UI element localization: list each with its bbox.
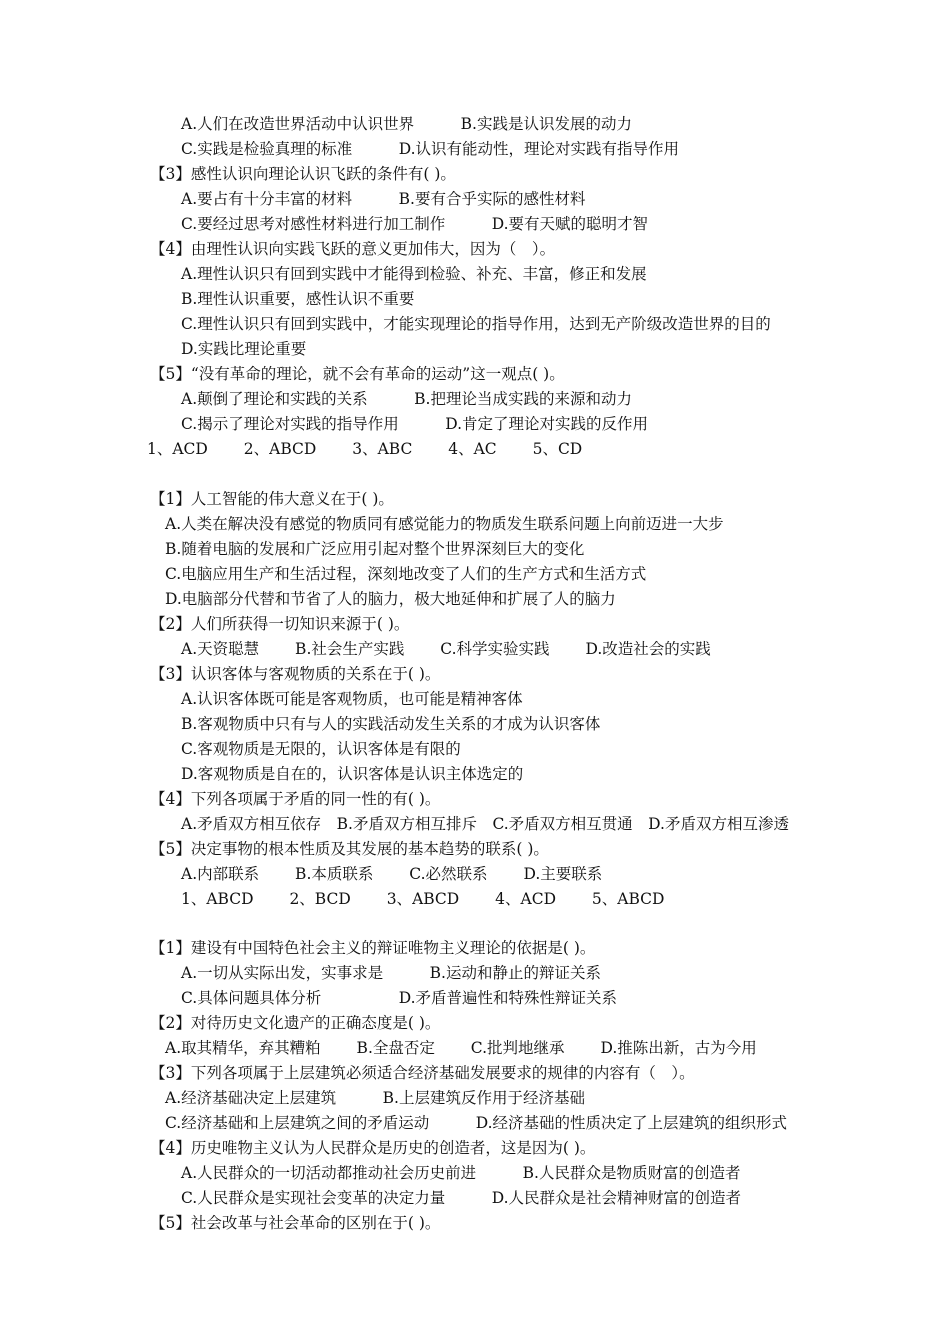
question-line: 【1】人工智能的伟大意义在于( )。 [150,490,394,508]
question-line: 【3】认识客体与客观物质的关系在于( )。 [150,665,441,683]
question-line: 【1】建设有中国特色社会主义的辩证唯物主义理论的依据是( )。 [150,939,596,957]
option-line: A.天资聪慧 B.社会生产实践 C.科学实验实践 D.改造社会的实践 [181,640,711,658]
question-line: 【4】由理性认识向实践飞跃的意义更加伟大，因为（ ）。 [150,240,556,258]
option-line: C.经济基础和上层建筑之间的矛盾运动 D.经济基础的性质决定了上层建筑的组织形式 [165,1114,788,1132]
question-line: 【5】社会改革与社会革命的区别在于( )。 [150,1214,441,1232]
question-line: 【2】人们所获得一切知识来源于( )。 [150,615,410,633]
option-line: D.电脑部分代替和节省了人的脑力，极大地延伸和扩展了人的脑力 [165,590,616,608]
answer-key-line: 1、ABCD 2、BCD 3、ABCD 4、ACD 5、ABCD [181,890,665,908]
option-line: A.颠倒了理论和实践的关系 B.把理论当成实践的来源和动力 [181,390,632,408]
option-line: D.客观物质是自在的，认识客体是认识主体选定的 [181,765,524,783]
option-line: A.内部联系 B.本质联系 C.必然联系 D.主要联系 [181,865,603,883]
question-line: 【3】下列各项属于上层建筑必须适合经济基础发展要求的规律的内容有（ ）。 [150,1064,695,1082]
option-line: C.理性认识只有回到实践中，才能实现理论的指导作用，达到无产阶级改造世界的目的 [181,315,771,333]
option-line: A.矛盾双方相互依存 B.矛盾双方相互排斥 C.矛盾双方相互贯通 D.矛盾双方相互渗透 [181,815,789,833]
option-line: D.实践比理论重要 [181,340,307,358]
option-line: A.经济基础决定上层建筑 B.上层建筑反作用于经济基础 [165,1089,585,1107]
answer-key-line: 1、ACD 2、ABCD 3、ABC 4、AC 5、CD [147,440,583,458]
option-line: C.要经过思考对感性材料进行加工制作 D.要有天赋的聪明才智 [181,215,649,233]
question-line: 【3】感性认识向理论认识飞跃的条件有( )。 [150,165,456,183]
option-line: A.取其精华，弃其糟粕 B.全盘否定 C.批判地继承 D.推陈出新，古为今用 [165,1039,757,1057]
option-line: C.客观物质是无限的，认识客体是有限的 [181,740,461,758]
option-line: A.人们在改造世界活动中认识世界 B.实践是认识发展的动力 [181,115,632,133]
option-line: C.揭示了理论对实践的指导作用 D.肯定了理论对实践的反作用 [181,415,649,433]
option-line: A.要占有十分丰富的材料 B.要有合乎实际的感性材料 [181,190,586,208]
option-line: C.具体问题具体分析 D.矛盾普遍性和特殊性辩证关系 [181,989,618,1007]
question-line: 【2】对待历史文化遗产的正确态度是( )。 [150,1014,441,1032]
option-line: C.电脑应用生产和生活过程，深刻地改变了人们的生产方式和生活方式 [165,565,647,583]
question-line: 【4】历史唯物主义认为人民群众是历史的创造者，这是因为( )。 [150,1139,596,1157]
option-line: A.一切从实际出发，实事求是 B.运动和静止的辩证关系 [181,964,601,982]
option-line: B.客观物质中只有与人的实践活动发生关系的才成为认识客体 [181,715,601,733]
option-line: A.认识客体既可能是客观物质，也可能是精神客体 [181,690,523,708]
option-line: B.理性认识重要，感性认识不重要 [181,290,415,308]
question-line: 【5】“没有革命的理论，就不会有革命的运动”这一观点( )。 [150,365,565,383]
option-line: A.人民群众的一切活动都推动社会历史前进 B.人民群众是物质财富的创造者 [181,1164,741,1182]
option-line: C.实践是检验真理的标准 D.认识有能动性，理论对实践有指导作用 [181,140,680,158]
option-line: A.理性认识只有回到实践中才能得到检验、补充、丰富，修正和发展 [181,265,647,283]
option-line: B.随着电脑的发展和广泛应用引起对整个世界深刻巨大的变化 [165,540,585,558]
question-line: 【4】下列各项属于矛盾的同一性的有( )。 [150,790,441,808]
option-line: A.人类在解决没有感觉的物质同有感觉能力的物质发生联系问题上向前迈进一大步 [165,515,724,533]
option-line: C.人民群众是实现社会变革的决定力量 D.人民群众是社会精神财富的创造者 [181,1189,742,1207]
question-line: 【5】决定事物的根本性质及其发展的基本趋势的联系( )。 [150,840,549,858]
